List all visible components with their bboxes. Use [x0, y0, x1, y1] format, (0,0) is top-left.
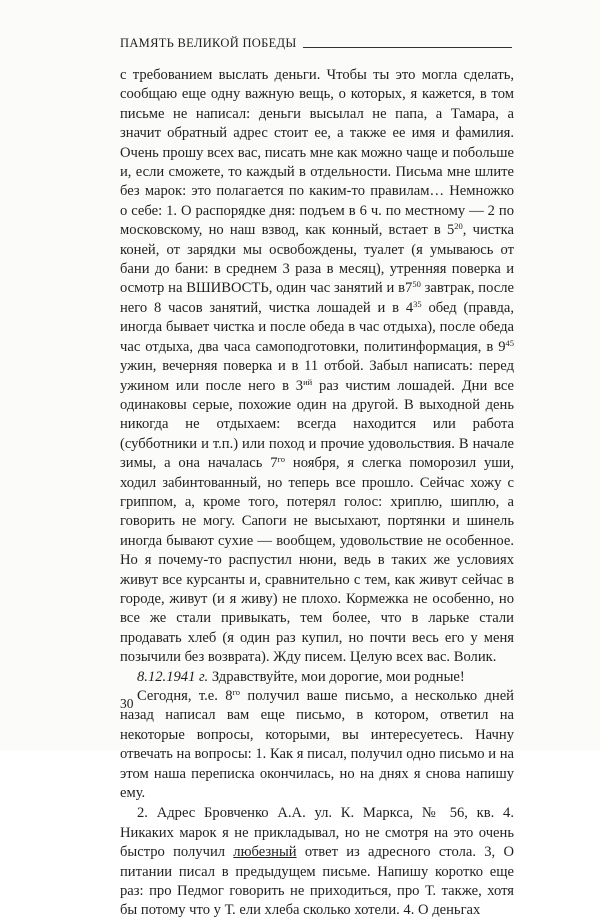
- letter-2-heading: [120, 668, 514, 687]
- text-run: завтрак, после него 8 часов занятий, чистка лошадей и в 4: [120, 280, 514, 316]
- superscript: го: [277, 454, 286, 465]
- letter-date: 8.12.1941 г.: [137, 668, 209, 685]
- text-run: ноября, я слегка поморозил уши, ходил забинтованный, но теперь все прошло. Сейчас хожу с гриппом, а, кроме того, потерял голос: хриплю, шиплю, а говорить не могу. Сапоги не высыхают, портянки и шинель иногда бывают сухие — вообщем, удовольствие не особенное. Но я почему-то распустил нюни, ведь в таких же условиях живут все курсанты и, сравнительно с тем, как живут сейчас в городе, живут (и я живу) не плохо. Кормежка не особенно, но все же стали привыкать, тем более, что в ларьке стали продавать хлеб (я один раз купил, но почти весь его у меня позычили без возврата). Жду писем. Целую всех вас. Волик.: [120, 455, 514, 666]
- superscript: 50: [412, 279, 421, 290]
- text-run: ответ из адресного стола. 3, О питании писал в предыдущем письме. Напишу коротко еще раз: про Педмог говорить не приходиться, про Т. также, хотя бы потому что у Т. ели хлеба сколько хотели. 4. О деньгах: [120, 844, 514, 919]
- text-run: , чистка коней, от зарядки мы освобождены, туалет (я умываюсь от бани до бани: в среднем 3 раза в месяц), утренняя поверка и осмотр на ВШИВОСТЬ, один час занятий и в7: [120, 222, 514, 297]
- text-run: получил ваше письмо, а несколько дней назад написал вам еще письмо, в котором, ответил на некоторые вопросы, которыми, вы интересуетесь. Начну отвечать на вопросы: 1. Как я писал, получил одно письмо и на этом наша переписка окончилась, но на днях я снова напишу ему.: [120, 688, 514, 802]
- superscript: го: [232, 687, 241, 697]
- letter-1-paragraph: [120, 66, 514, 668]
- text-run: ужин, вечерняя поверка и в 11 отбой. Забыл написать: перед ужином или после него в 3: [120, 358, 514, 394]
- superscript: 35: [413, 298, 422, 309]
- text-run: раз чистим лошадей. Дни все одинаковы серые, похожие один на другой. В выходной день никогда не отдыхаем: всегда находится или работа (субботники и т.п.) или поход и прочие удовольствия. В начале зимы, а она началась 7: [120, 377, 515, 472]
- superscript: 45: [505, 337, 514, 348]
- text-run: Сегодня, т.е. 8: [137, 688, 233, 704]
- body-text: [120, 66, 514, 921]
- letter-2-paragraph-2: [120, 804, 514, 920]
- text-run: обед (правда, иногда бывает чистка и после обеда в час отдыха), после обеда час отдыха, два часа самоподготовки, политинформация, в 9: [120, 299, 514, 355]
- running-title: ПАМЯТЬ ВЕЛИКОЙ ПОБЕДЫ: [120, 36, 297, 50]
- letter-2-paragraph-1: [120, 687, 514, 803]
- page-number: 30: [120, 696, 134, 711]
- text-run: 2. Адрес Бровченко А.А. ул. К. Маркса, № 56, кв. 4. Никаких марок я не прикладывал, но не смотря на это очень быстро получил: [120, 805, 514, 861]
- underlined-word: любезный: [233, 844, 297, 861]
- running-header: [120, 36, 512, 51]
- header-rule: [303, 47, 512, 48]
- superscript: 20: [454, 221, 463, 232]
- letter-greeting: Здравствуйте, мои дорогие, мои родные!: [208, 668, 465, 685]
- text-run: с требованием выслать деньги. Чтобы ты это могла сделать, сообщаю еще одну важную вещь, о которых, я кажется, в том письме не написал: деньги высылал не папа, а Тамара, а значит обратный адрес стоит ее, а также ее имя и фамилия. Очень прошу всех вас, писать мне как можно чаще и побольше и, если сможете, то каждый в отдельности. Письма мне шлите без марок: это полагается по каким-то правилам… Немножко о себе: 1. О распорядке дня: подъем в 6 ч. по местному — 2 по московскому, но наш взвод, как конный, встает в 5: [120, 67, 514, 239]
- superscript: ий: [303, 376, 313, 387]
